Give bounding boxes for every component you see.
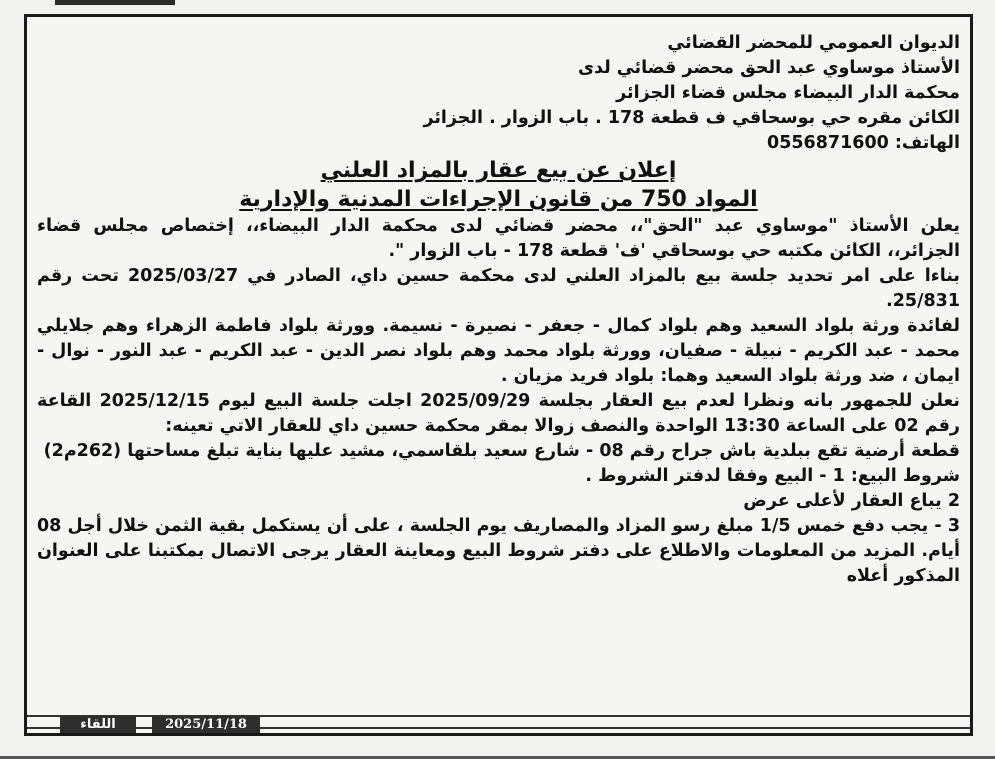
notice-header [37,31,960,156]
parties-paragraph: لفائدة ورثة بلواد السعيد وهم بلواد كمال - جعفر - نصيرة - نسيمة. وورثة بلواد فاطمة الزهراء وهم جلايلي محمد - عبد الكريم - نبيلة - صفيان، وورثة بلواد محمد وهم بلواد نصر الدين - عبد الكريم - عبد النور - نوال - ايمان ، ضد ورثة بلواد السعيد وهما: بلواد فريد مزيان . [37,316,960,386]
notice-title [37,156,960,185]
notice-legal-reference-text: المواد 750 من قانون الإجراءات المدنية والإدارية [239,187,758,212]
session-paragraph: نعلن للجمهور بانه ونظرا لعدم بيع العقار بجلسة 2025/09/29 اجلت جلسة البيع ليوم 2025/12/15 القاعة رقم 02 على الساعة 13:30 الواحدة والنصف زوالا بمقر محكمة حسين داي للعقار الاتي تعينه: [37,391,961,436]
sale-condition-3: 3 - يجب دفع خمس 1/5 مبلغ رسو المزاد والمصاريف يوم الجلسة ، على أن يستكمل بقية الثمن خلال أجل 08 أيام. المزيد من المعلومات والاطلاع على دفتر شروط البيع ومعاينة العقار يرجى الاتصال بمكتبنا على العنوان المذكور أعلاه [37,516,960,586]
court-name: محكمة الدار البيضاء مجلس قضاء الجزائر [616,83,960,103]
legal-notice-box [24,14,973,736]
publication-date: 2025/11/18 [152,716,260,733]
court-order-paragraph: بناءا على امر تحديد جلسة بيع بالمزاد العلني لدى محكمة حسين داي، الصادر في 2025/03/27 تحت رقم 25/831. [37,266,960,311]
sale-condition-1: شروط البيع: 1 - البيع وفقا لدفتر الشروط . [585,466,960,486]
newspaper-name: اللقاء [60,716,136,733]
notice-title-text: إعلان عن بيع عقار بالمزاد العلني [320,158,677,183]
office-address: الكائن مقره حي بوسحاقي ف قطعة 178 . باب الزوار . الجزائر [423,108,960,128]
page-top-rule [55,0,175,5]
office-phone: الهاتف: 0556871600 [767,133,960,153]
office-name: الديوان العمومي للمحضر القضائي [667,33,960,53]
sale-condition-2: 2 يباع العقار لأعلى عرض [743,491,960,511]
notice-legal-reference [37,185,960,214]
property-description: قطعة أرضية تقع ببلدية باش جراح رقم 08 - شارع سعيد بلقاسمي، مشيد عليها بناية تبلغ مساحتها (262م2) [43,441,960,461]
notice-content [37,31,960,589]
announcement-paragraph: يعلن الأستاذ "موساوي عبد "الحق"،، محضر قضائي لدى محكمة الدار البيضاء،، إختصاص مجلس قضاء الجزائر،، الكائن مكتبه حي بوسحاقي 'ف' قطعة 178 - باب الزوار ". [37,216,960,261]
bailiff-name: الأستاذ موساوي عبد الحق محضر قضائي لدى [577,58,960,78]
